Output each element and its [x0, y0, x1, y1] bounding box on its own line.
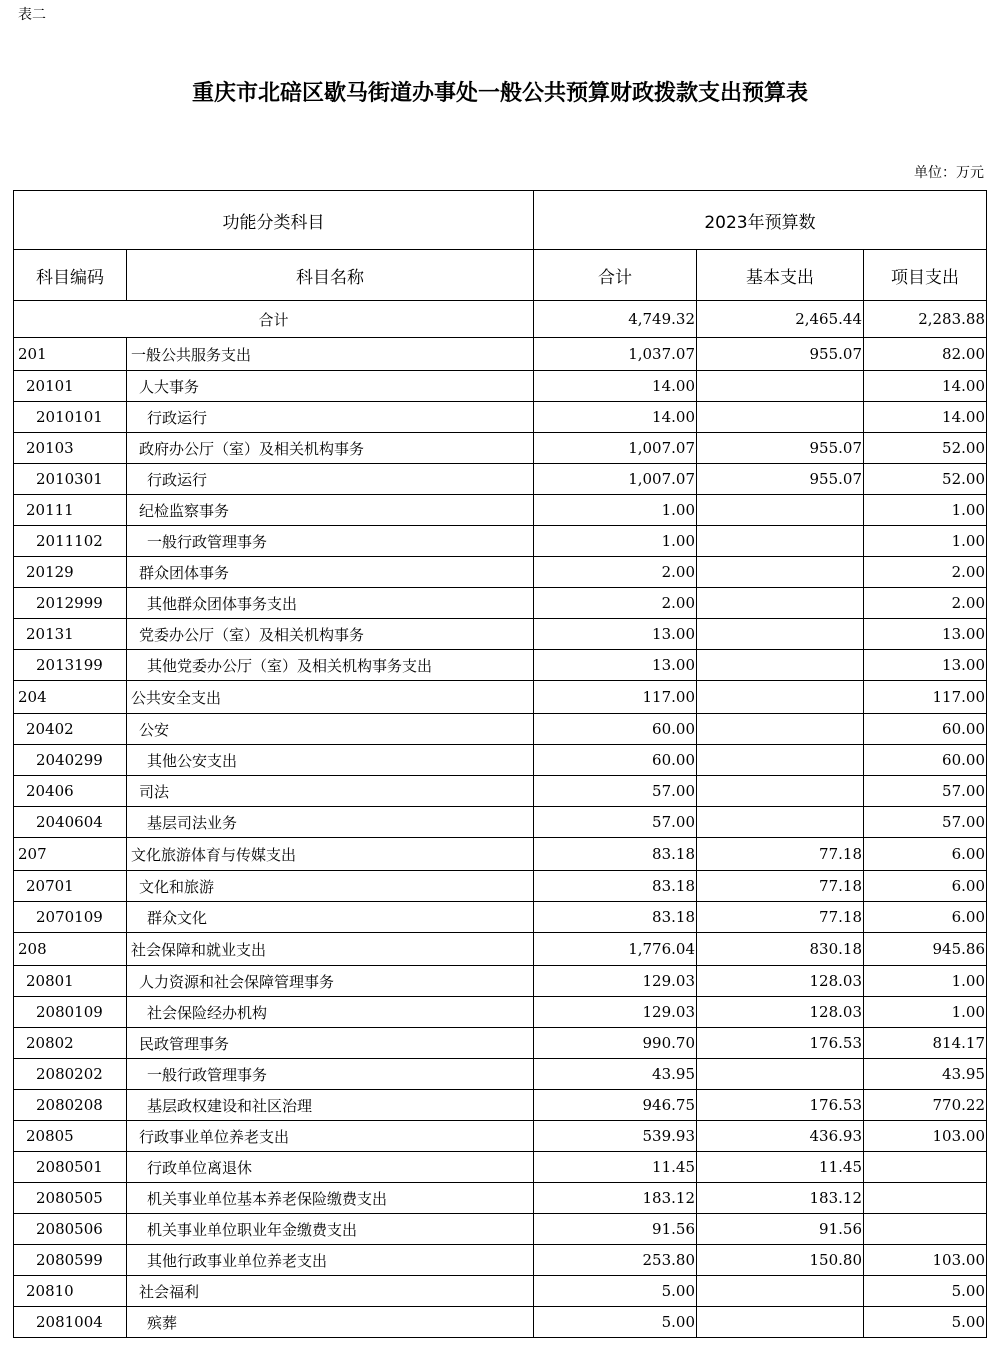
row-name: 其他行政事业单位养老支出	[127, 1245, 534, 1276]
row-total: 13.00	[534, 650, 697, 681]
row-project: 52.00	[864, 464, 987, 495]
row-total: 990.70	[534, 1028, 697, 1059]
row-name: 人大事务	[127, 371, 534, 402]
row-project: 6.00	[864, 838, 987, 871]
table-row	[14, 402, 987, 433]
table-row	[14, 371, 987, 402]
row-basic: 128.03	[697, 997, 864, 1028]
table-row	[14, 745, 987, 776]
table-row	[14, 650, 987, 681]
row-project: 14.00	[864, 402, 987, 433]
header-basic: 基本支出	[697, 250, 864, 301]
row-basic	[697, 714, 864, 745]
row-total: 1,007.07	[534, 433, 697, 464]
row-project: 43.95	[864, 1059, 987, 1090]
row-name: 机关事业单位职业年金缴费支出	[127, 1214, 534, 1245]
row-basic	[697, 557, 864, 588]
row-project: 103.00	[864, 1121, 987, 1152]
total-row	[14, 301, 987, 338]
row-code: 204	[14, 681, 127, 714]
row-code: 20802	[14, 1028, 127, 1059]
row-project: 1.00	[864, 526, 987, 557]
row-code: 20103	[14, 433, 127, 464]
table-row	[14, 338, 987, 371]
table-row	[14, 902, 987, 933]
row-basic: 955.07	[697, 338, 864, 371]
table-row	[14, 1307, 987, 1338]
table-row	[14, 1028, 987, 1059]
row-total: 2.00	[534, 557, 697, 588]
row-code: 20101	[14, 371, 127, 402]
row-code: 20111	[14, 495, 127, 526]
table-row	[14, 557, 987, 588]
row-basic	[697, 1276, 864, 1307]
table-row	[14, 1245, 987, 1276]
row-basic: 128.03	[697, 966, 864, 997]
row-total: 5.00	[534, 1276, 697, 1307]
row-code: 2010101	[14, 402, 127, 433]
row-total: 57.00	[534, 807, 697, 838]
row-name: 行政运行	[127, 464, 534, 495]
row-project: 945.86	[864, 933, 987, 966]
row-total: 57.00	[534, 776, 697, 807]
row-project: 60.00	[864, 745, 987, 776]
row-project: 1.00	[864, 495, 987, 526]
header-budget-year: 2023年预算数	[534, 191, 987, 250]
row-project: 5.00	[864, 1276, 987, 1307]
row-total: 129.03	[534, 966, 697, 997]
row-code: 2080208	[14, 1090, 127, 1121]
row-basic	[697, 1307, 864, 1338]
row-basic	[697, 681, 864, 714]
header-total: 合计	[534, 250, 697, 301]
total-project: 2,283.88	[864, 301, 987, 338]
table-row	[14, 933, 987, 966]
row-total: 1,776.04	[534, 933, 697, 966]
row-project: 117.00	[864, 681, 987, 714]
row-total: 1.00	[534, 526, 697, 557]
row-code: 2081004	[14, 1307, 127, 1338]
row-code: 20131	[14, 619, 127, 650]
table-tag: 表二	[18, 7, 46, 23]
row-total: 11.45	[534, 1152, 697, 1183]
row-name: 公共安全支出	[127, 681, 534, 714]
row-total: 183.12	[534, 1183, 697, 1214]
row-name: 社会福利	[127, 1276, 534, 1307]
table-row	[14, 997, 987, 1028]
row-project: 13.00	[864, 619, 987, 650]
row-name: 基层政权建设和社区治理	[127, 1090, 534, 1121]
row-code: 2040299	[14, 745, 127, 776]
row-project: 103.00	[864, 1245, 987, 1276]
row-name: 司法	[127, 776, 534, 807]
row-project: 57.00	[864, 807, 987, 838]
row-total: 60.00	[534, 745, 697, 776]
row-basic	[697, 402, 864, 433]
row-total: 91.56	[534, 1214, 697, 1245]
row-code: 2080506	[14, 1214, 127, 1245]
row-basic: 183.12	[697, 1183, 864, 1214]
row-basic: 77.18	[697, 871, 864, 902]
row-code: 2080109	[14, 997, 127, 1028]
row-name: 一般公共服务支出	[127, 338, 534, 371]
table-row	[14, 495, 987, 526]
row-name: 其他党委办公厅（室）及相关机构事务支出	[127, 650, 534, 681]
table-row	[14, 1059, 987, 1090]
row-total: 83.18	[534, 838, 697, 871]
header-project: 项目支出	[864, 250, 987, 301]
table-row	[14, 807, 987, 838]
row-basic: 91.56	[697, 1214, 864, 1245]
row-basic	[697, 745, 864, 776]
row-project: 2.00	[864, 557, 987, 588]
row-name: 民政管理事务	[127, 1028, 534, 1059]
row-code: 207	[14, 838, 127, 871]
row-basic: 955.07	[697, 433, 864, 464]
row-name: 纪检监察事务	[127, 495, 534, 526]
table-row	[14, 526, 987, 557]
row-total: 1,037.07	[534, 338, 697, 371]
row-project: 82.00	[864, 338, 987, 371]
row-name: 社会保险经办机构	[127, 997, 534, 1028]
row-name: 文化和旅游	[127, 871, 534, 902]
row-project: 770.22	[864, 1090, 987, 1121]
row-basic: 436.93	[697, 1121, 864, 1152]
row-name: 基层司法业务	[127, 807, 534, 838]
row-code: 208	[14, 933, 127, 966]
row-basic	[697, 776, 864, 807]
row-project: 14.00	[864, 371, 987, 402]
table-row	[14, 714, 987, 745]
row-total: 129.03	[534, 997, 697, 1028]
row-basic: 955.07	[697, 464, 864, 495]
header-name: 科目名称	[127, 250, 534, 301]
row-total: 1,007.07	[534, 464, 697, 495]
row-project: 57.00	[864, 776, 987, 807]
table-row	[14, 871, 987, 902]
row-basic: 150.80	[697, 1245, 864, 1276]
table-row	[14, 588, 987, 619]
row-total: 5.00	[534, 1307, 697, 1338]
row-name: 政府办公厅（室）及相关机构事务	[127, 433, 534, 464]
row-name: 行政事业单位养老支出	[127, 1121, 534, 1152]
table-row	[14, 681, 987, 714]
row-basic: 11.45	[697, 1152, 864, 1183]
table-row	[14, 619, 987, 650]
row-basic	[697, 588, 864, 619]
table-row	[14, 464, 987, 495]
row-code: 2080505	[14, 1183, 127, 1214]
row-project	[864, 1152, 987, 1183]
row-project: 5.00	[864, 1307, 987, 1338]
row-project: 52.00	[864, 433, 987, 464]
total-sum: 4,749.32	[534, 301, 697, 338]
row-basic: 830.18	[697, 933, 864, 966]
row-name: 机关事业单位基本养老保险缴费支出	[127, 1183, 534, 1214]
row-code: 2010301	[14, 464, 127, 495]
row-project: 2.00	[864, 588, 987, 619]
row-code: 2012999	[14, 588, 127, 619]
header-code: 科目编码	[14, 250, 127, 301]
row-project: 60.00	[864, 714, 987, 745]
row-project: 13.00	[864, 650, 987, 681]
row-basic	[697, 526, 864, 557]
row-project: 6.00	[864, 902, 987, 933]
row-total: 14.00	[534, 402, 697, 433]
table-row	[14, 1276, 987, 1307]
row-name: 公安	[127, 714, 534, 745]
row-project	[864, 1183, 987, 1214]
table-row	[14, 433, 987, 464]
row-name: 殡葬	[127, 1307, 534, 1338]
table-row	[14, 966, 987, 997]
table-row	[14, 1183, 987, 1214]
row-total: 946.75	[534, 1090, 697, 1121]
total-label: 合计	[14, 301, 534, 338]
row-name: 社会保障和就业支出	[127, 933, 534, 966]
row-project: 814.17	[864, 1028, 987, 1059]
budget-table	[13, 190, 987, 1338]
table-row	[14, 1090, 987, 1121]
row-code: 20406	[14, 776, 127, 807]
row-code: 20129	[14, 557, 127, 588]
row-code: 2080202	[14, 1059, 127, 1090]
row-code: 2011102	[14, 526, 127, 557]
row-code: 2080599	[14, 1245, 127, 1276]
row-code: 2070109	[14, 902, 127, 933]
row-name: 文化旅游体育与传媒支出	[127, 838, 534, 871]
row-name: 一般行政管理事务	[127, 526, 534, 557]
row-code: 201	[14, 338, 127, 371]
row-code: 2080501	[14, 1152, 127, 1183]
row-basic	[697, 1059, 864, 1090]
table-row	[14, 1152, 987, 1183]
row-project: 1.00	[864, 997, 987, 1028]
row-total: 13.00	[534, 619, 697, 650]
row-basic	[697, 807, 864, 838]
page-title: 重庆市北碚区歇马街道办事处一般公共预算财政拨款支出预算表	[191, 80, 808, 106]
row-code: 20701	[14, 871, 127, 902]
row-total: 2.00	[534, 588, 697, 619]
row-name: 其他公安支出	[127, 745, 534, 776]
row-name: 人力资源和社会保障管理事务	[127, 966, 534, 997]
row-basic: 176.53	[697, 1028, 864, 1059]
row-basic: 77.18	[697, 902, 864, 933]
row-project: 6.00	[864, 871, 987, 902]
row-project	[864, 1214, 987, 1245]
row-total: 60.00	[534, 714, 697, 745]
row-basic	[697, 495, 864, 526]
row-basic	[697, 371, 864, 402]
row-code: 2013199	[14, 650, 127, 681]
header-function-category: 功能分类科目	[14, 191, 534, 250]
row-name: 行政单位离退休	[127, 1152, 534, 1183]
table-row	[14, 838, 987, 871]
row-total: 539.93	[534, 1121, 697, 1152]
row-total: 83.18	[534, 902, 697, 933]
row-name: 行政运行	[127, 402, 534, 433]
row-basic	[697, 650, 864, 681]
row-basic: 77.18	[697, 838, 864, 871]
row-total: 83.18	[534, 871, 697, 902]
total-basic: 2,465.44	[697, 301, 864, 338]
row-code: 20810	[14, 1276, 127, 1307]
row-total: 14.00	[534, 371, 697, 402]
table-row	[14, 776, 987, 807]
row-basic	[697, 619, 864, 650]
row-code: 20805	[14, 1121, 127, 1152]
unit-label: 单位：万元	[914, 165, 984, 181]
row-code: 20801	[14, 966, 127, 997]
row-total: 1.00	[534, 495, 697, 526]
row-name: 群众文化	[127, 902, 534, 933]
row-name: 其他群众团体事务支出	[127, 588, 534, 619]
row-code: 2040604	[14, 807, 127, 838]
row-project: 1.00	[864, 966, 987, 997]
row-total: 43.95	[534, 1059, 697, 1090]
table-row	[14, 1121, 987, 1152]
row-name: 群众团体事务	[127, 557, 534, 588]
row-name: 一般行政管理事务	[127, 1059, 534, 1090]
row-total: 253.80	[534, 1245, 697, 1276]
table-row	[14, 1214, 987, 1245]
row-name: 党委办公厅（室）及相关机构事务	[127, 619, 534, 650]
row-code: 20402	[14, 714, 127, 745]
row-basic: 176.53	[697, 1090, 864, 1121]
row-total: 117.00	[534, 681, 697, 714]
